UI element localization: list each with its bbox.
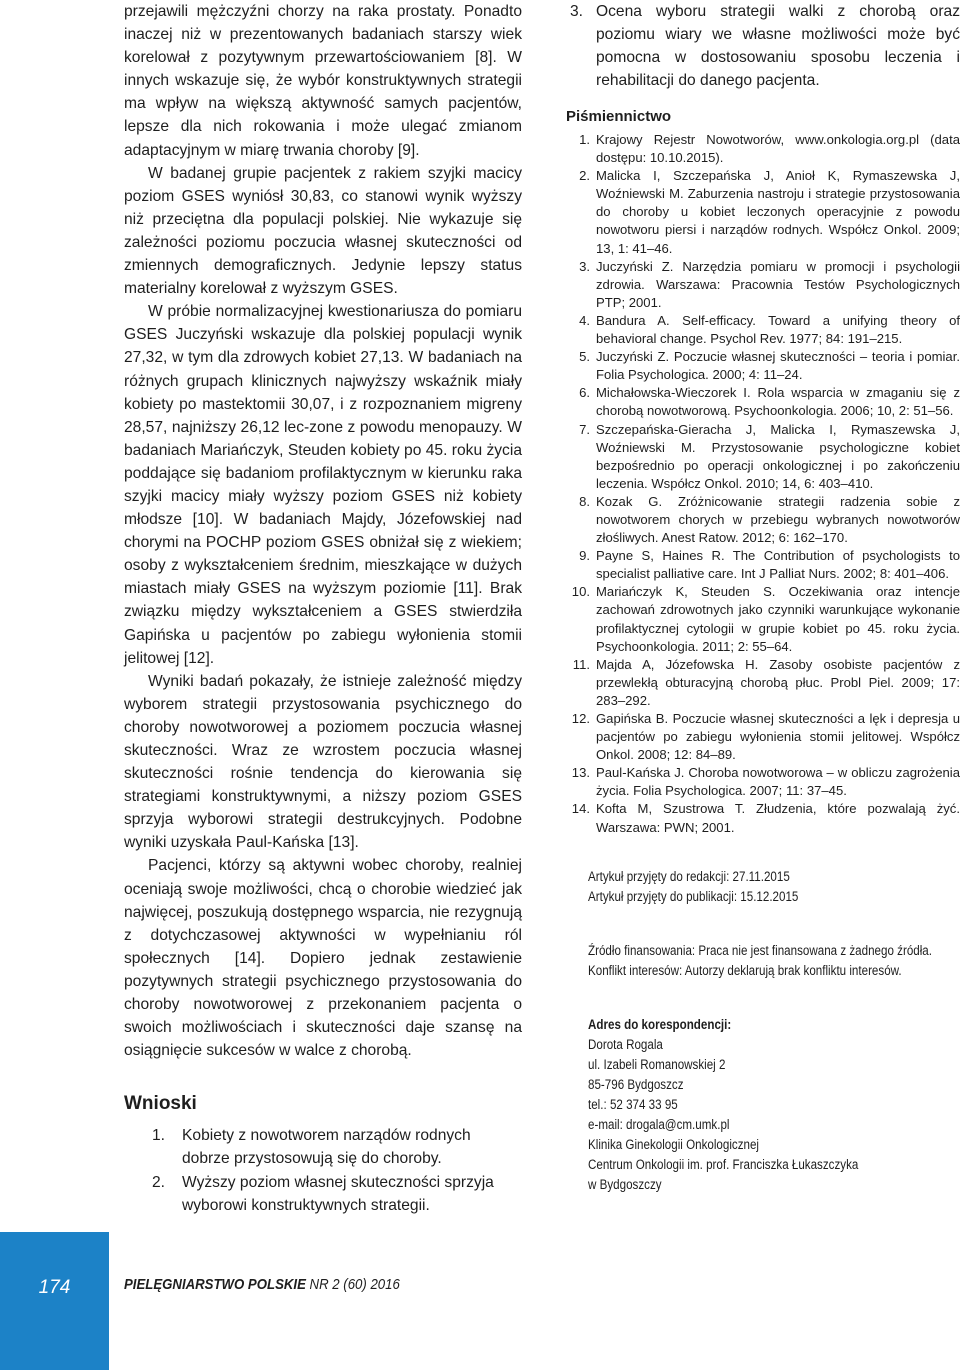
reference-item xyxy=(570,710,960,764)
conclusion-number: 1. xyxy=(152,1127,166,1145)
correspondence-line: Klinika Ginekologii Onkologicznej xyxy=(588,1136,760,1152)
body-paragraph: W badanej grupie pacjentek z rakiem szyjki macicy poziom GSES wyniósł 30,83, co stanowi wynik wyższy niż przeciętna dla populacji polskiej. Nie wykazuje się zależności poziomu poczucia własnej skuteczności od zmiennych demograficznych. Jedynie lepszy status materialny korelował z wyższym GSES. xyxy=(124,164,522,298)
body-paragraph: W próbie normalizacyjnej kwestionariusza do pomiaru GSES Juczyński wskazuje dla polskiej populacji wynik 27,32, w tym dla zdrowych kobiet 27,13. W badaniach na różnych grupach klinicznych najwyższy wskaźnik miały kobiety po mastektomii 30,07, i z rozpoznaniem migreny 28,57, najniższy 26,12 lec-zone z powodu menopauzy. W badaniach Mariańczyk, Steuden kobiety po 45. roku życia poddające się badaniom profilaktycznym w kierunku raka szyjki macicy miały wyższy poziom GSES niż kobiety młodsze [10]. W badaniach Majdy, Józefowskiej nad chorymi na POCHP poziom GSES obniżał się z wiekiem; osoby z wykształceniem średnim, mieszkające w dużych miastach miały GSES na wyższym poziomie [11]. Brak związku między wykształceniem a GSES stwierdziła Gapińska u pacjentów po zabiegu wyłonienia stomii jelitowej [12]. xyxy=(124,303,522,667)
reference-number: 6. xyxy=(579,385,590,401)
reference-number: 12. xyxy=(571,711,590,726)
reference-item xyxy=(570,312,960,348)
reference-text: Juczyński Z. Narzędzia pomiaru w promocji i psychologii zdrowia. Warszawa: Pracownia Testów Psychologicznych PTP; 2001. xyxy=(596,258,960,310)
correspondence-address xyxy=(588,1015,958,1195)
conflict-of-interest: Konflikt interesów: Autorzy deklarują brak konfliktu interesów. xyxy=(588,962,902,978)
reference-item xyxy=(570,258,960,312)
funding-source: Źródło finansowania: Praca nie jest finansowana z żadnego źródła. xyxy=(588,942,932,958)
funding-disclosure xyxy=(588,941,958,981)
page-number-box xyxy=(0,1232,109,1370)
reference-number: 2. xyxy=(579,168,590,184)
body-paragraph: Wyniki badań pokazały, że istnieje zależność między wyborem strategii przystosowania psychicznego do choroby nowotworowej a poziomem poczucia własnej skuteczności. Wraz ze wzrostem poczucia własnej skuteczności rośnie tendencja do kierowania się strategiami konstruktywnymi, a niższy poziom GSES sprzyja wyborowi strategii destrukcyjnych. Podobne wyniki uzyskała Paul-Kańska [13]. xyxy=(124,672,522,852)
body-paragraph: przejawili mężczyźni chorzy na raka prostaty. Ponadto inaczej niż w prezentowanych badaniach starszy wiek korelował z pozytywnym przewartościowaniem [8]. W innych wskazuje się, że wybór konstruktywnych strategii ma wpływ na większą aktywność samych pacjentów, lepsze dla nich rokowania i może ulegać zmianom adaptacyjnym w miarę trwania choroby [9]. xyxy=(124,3,522,159)
conclusion-text: Kobiety z nowotworem narządów rodnych dobrze przystosowują się do choroby. xyxy=(182,1127,471,1168)
reference-item xyxy=(570,547,960,583)
received-date: Artykuł przyjęty do redakcji: 27.11.2015 xyxy=(588,868,790,884)
correspondence-heading: Adres do korespondencji: xyxy=(588,1016,732,1032)
reference-text: Kofta M, Szustrowa T. Złudzenia, które pozwalają żyć. Warszawa: PWN; 2001. xyxy=(596,801,960,835)
reference-item xyxy=(570,421,960,493)
conclusion-number: 2. xyxy=(152,1173,166,1191)
reference-number: 8. xyxy=(579,493,590,509)
reference-item xyxy=(570,583,960,655)
reference-number: 9. xyxy=(579,548,590,564)
reference-number: 10. xyxy=(571,584,590,600)
conclusion-text: Ocena wyboru strategii walki z chorobą oraz poziomu wiary we własne możliwości może być pomocna w dostosowaniu sposobu leczenia i rehabilitacji do danego pacjenta. xyxy=(596,3,960,89)
correspondence-line: w Bydgoszczy xyxy=(588,1176,662,1192)
correspondence-email: e-mail: drogala@cm.umk.pl xyxy=(588,1116,730,1132)
reference-item xyxy=(570,493,960,547)
reference-number: 5. xyxy=(579,349,590,365)
correspondence-line: tel.: 52 374 33 95 xyxy=(588,1096,678,1112)
reference-item xyxy=(570,348,960,384)
reference-number: 4. xyxy=(579,312,590,328)
reference-number: 13. xyxy=(571,765,590,781)
right-column xyxy=(566,0,960,1195)
reference-number: 11. xyxy=(572,656,590,672)
references-heading: Piśmiennictwo xyxy=(566,108,672,125)
reference-text: Krajowy Rejestr Nowotworów, www.onkologia.org.pl (data dostępu: 10.10.2015). xyxy=(596,132,960,166)
reference-number: 3. xyxy=(579,258,590,274)
reference-item xyxy=(570,167,960,257)
page-number: 174 xyxy=(38,1277,71,1298)
reference-item xyxy=(570,764,960,800)
body-paragraph: Pacjenci, którzy są aktywni wobec choroby, realniej oceniają swoje możliwości, chcą o chorobie wiedzieć jak najwięcej, poszukują dostępnego wsparcia, nie rezygnują z dotychczasowej aktywności w wypełnianiu ról społecznych [14]. Dopiero jednak zestawienie pozytywnych strategii psychicznego przystosowania do choroby nowotworowej z przekonaniem pacjenta o swoich możliwościach i skuteczności daje szansę na osiągnięcie sukcesów w walce z chorobą. xyxy=(124,857,522,1060)
conclusion-item-continued xyxy=(570,0,960,92)
reference-item xyxy=(570,800,960,836)
conclusion-text: Wyższy poziom własnej skuteczności sprzyja wyborowi konstruktywnych strategii. xyxy=(182,1173,494,1214)
conclusion-item xyxy=(152,1171,522,1217)
journal-footer xyxy=(124,1276,400,1293)
correspondence-line: Centrum Onkologii im. prof. Franciszka Łukaszczyka xyxy=(588,1156,859,1172)
article-dates xyxy=(588,867,958,907)
journal-issue: NR 2 (60) 2016 xyxy=(309,1276,400,1293)
correspondence-line: 85-796 Bydgoszcz xyxy=(588,1076,684,1092)
conclusion-number: 3. xyxy=(570,3,584,20)
reference-text: Szczepańska-Gieracha J, Malicka I, Rymaszewska J, Woźniewski M. Przystosowanie psychologiczne kobiet bezpośrednio po operacji onkologicznej i po zakończeniu leczenia. Współcz Onkol. 2010; 14, 6: 403–410. xyxy=(596,421,960,491)
reference-text: Juczyński Z. Poczucie własnej skuteczności – teoria i pomiar. Folia Psychologica. 2000; 4: 11–24. xyxy=(596,349,960,383)
conclusions-list xyxy=(124,1124,522,1216)
reference-text: Payne S, Haines R. The Contribution of psychologists to specialist palliative care. Int J Palliat Nurs. 2002; 8: 401–406. xyxy=(596,548,960,582)
reference-text: Mariańczyk K, Steuden S. Oczekiwania oraz intencje zachowań zdrowotnych jako czynniki warunkujące wykonanie profilaktycznej cytologii w grupie kobiet po 45. roku życia. Psychoonkologia. 2011; 2: 55–64. xyxy=(596,584,960,654)
journal-name: PIELĘGNIARSTWO POLSKIE xyxy=(124,1276,306,1293)
reference-number: 7. xyxy=(579,421,590,437)
references-list xyxy=(570,131,960,837)
reference-number: 14. xyxy=(571,801,590,817)
accepted-date: Artykuł przyjęty do publikacji: 15.12.2015 xyxy=(588,888,799,904)
reference-number: 1. xyxy=(579,132,590,147)
correspondence-line: Dorota Rogala xyxy=(588,1036,663,1052)
reference-item xyxy=(570,656,960,710)
reference-item xyxy=(570,384,960,420)
conclusions-heading: Wnioski xyxy=(124,1093,197,1115)
reference-text: Gapińska B. Poczucie własnej skuteczności a lęk i depresja u pacjentów po zabiegu wyłonienia stomii jelitowej. Współcz Onkol. 2008; 12: 84–89. xyxy=(596,711,960,763)
reference-text: Malicka I, Szczepańska J, Anioł K, Rymaszewska J, Woźniewski M. Zaburzenia nastroju i strategie przystosowania do choroby u kobiet leczonych operacyjnie z powodu nowotworu piersi i narządów rodnych. Współcz Onkol. 2009; 13, 1: 41–46. xyxy=(596,168,960,256)
reference-item xyxy=(570,131,960,167)
correspondence-line: ul. Izabeli Romanowskiej 2 xyxy=(588,1056,726,1072)
reference-text: Bandura A. Self-efficacy. Toward a unifying theory of behavioral change. Psychol Rev. 1977; 84: 191–215. xyxy=(596,312,960,347)
reference-text: Paul-Kańska J. Choroba nowotworowa – w obliczu zagrożenia życia. Folia Psychologica. 2007; 11: 37–45. xyxy=(596,765,960,799)
reference-text: Majda A, Józefowska H. Zasoby osobiste pacjentów z przewlekłą obturacyjną chorobą płuc. Probl Piel. 2009; 17: 283–292. xyxy=(596,656,960,708)
reference-text: Michałowska-Wieczorek I. Rola wsparcia w zmaganiu się z chorobą nowotworową. Psychoonkologia. 2006; 10, 2: 51–56. xyxy=(596,385,960,419)
conclusion-item xyxy=(152,1124,522,1170)
left-column xyxy=(124,0,522,1217)
reference-text: Kozak G. Zróżnicowanie strategii radzenia sobie z nowotworem chorych w przebiegu wybranych nowotworów złośliwych. Anest Ratow. 2012; 6: 162–170. xyxy=(596,493,960,546)
